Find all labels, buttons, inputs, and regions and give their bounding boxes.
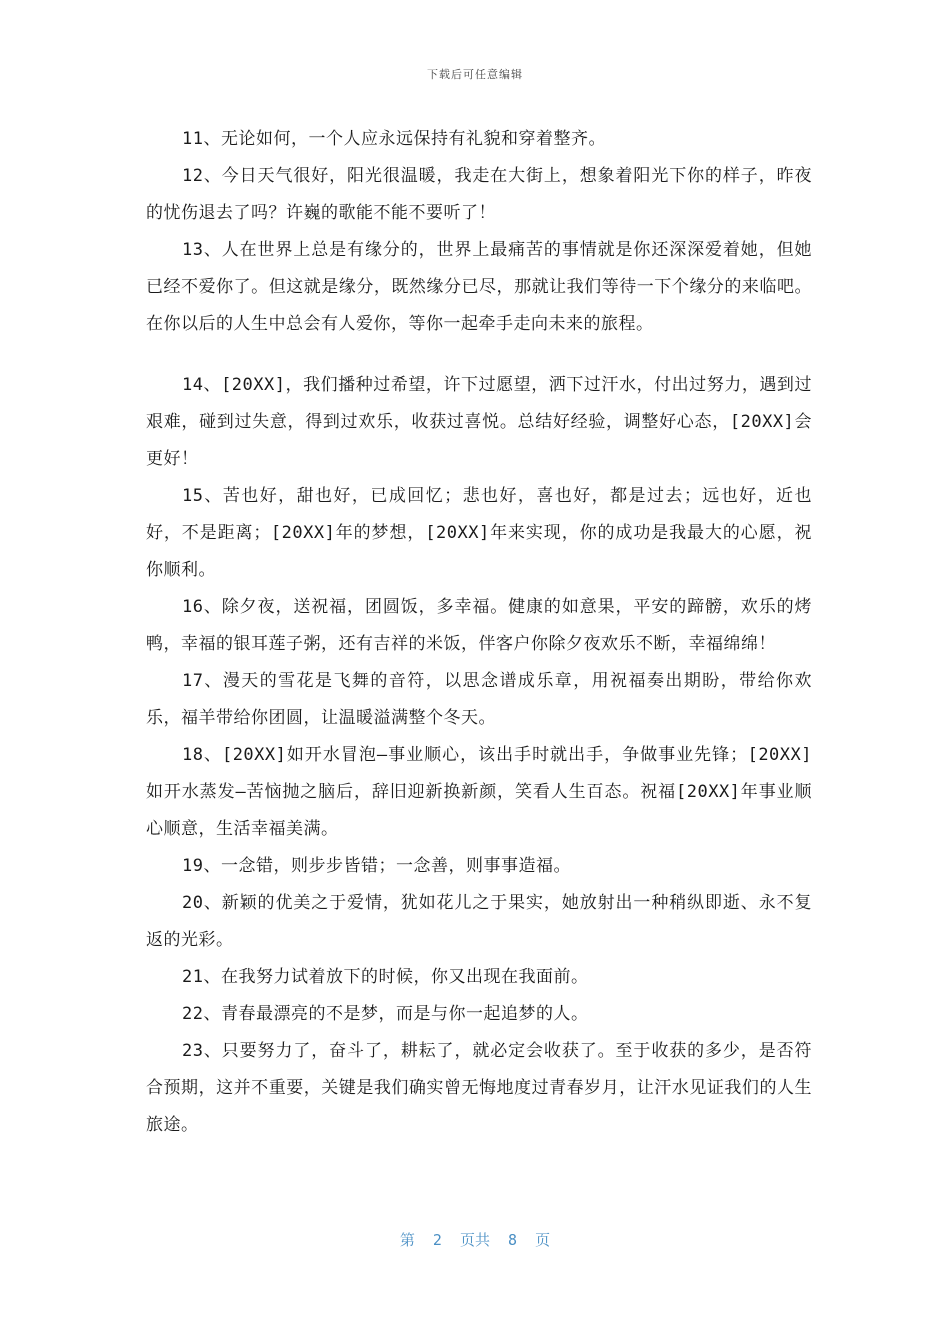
- paragraph-23: 23、只要努力了，奋斗了，耕耘了，就必定会收获了。至于收获的多少，是否符合预期，这并不重要，关键是我们确实曾无悔地度过青春岁月，让汗水见证我们的人生旅途。: [146, 1041, 812, 1135]
- paragraph-17: 17、漫天的雪花是飞舞的音符，以思念谱成乐章，用祝福奏出期盼，带给你欢乐，福羊带给你团圆，让温暖溢满整个冬天。: [146, 671, 812, 728]
- paragraph-13: 13、人在世界上总是有缘分的，世界上最痛苦的事情就是你还深深爱着她，但她已经不爱你了。但这就是缘分，既然缘分已尽，那就让我们等待一下个缘分的来临吧。在你以后的人生中总会有人爱你，等你一起牵手走向未来的旅程。: [146, 240, 812, 334]
- paragraph-22: 22、青春最漂亮的不是梦，而是与你一起追梦的人。: [182, 1004, 589, 1024]
- document-body: [146, 121, 812, 1144]
- page-number-footer: 第 2 页共 8 页: [399, 1231, 551, 1249]
- paragraph-12: 12、今日天气很好，阳光很温暖，我走在大街上，想象着阳光下你的样子，昨夜的忧伤退去了吗？许巍的歌能不能不要听了！: [146, 166, 812, 223]
- paragraph-19: 19、一念错，则步步皆错；一念善，则事事造福。: [182, 856, 571, 876]
- paragraph-20: 20、新颖的优美之于爱情，犹如花儿之于果实，她放射出一种稍纵即逝、永不复返的光彩。: [146, 893, 812, 950]
- paragraph-18: 18、[20XX]如开水冒泡—事业顺心，该出手时就出手，争做事业先锋；[20XX]如开水蒸发—苦恼抛之脑后，辞旧迎新换新颜，笑看人生百态。祝福[20XX]年事业顺心顺意，生活幸福美满。: [146, 745, 812, 839]
- paragraph-16: 16、除夕夜，送祝福，团圆饭，多幸福。健康的如意果，平安的蹄髈，欢乐的烤鸭，幸福的银耳莲子粥，还有吉祥的米饭，伴客户你除夕夜欢乐不断，幸福绵绵！: [146, 597, 812, 654]
- paragraph-15: 15、苦也好，甜也好，已成回忆；悲也好，喜也好，都是过去；远也好，近也好，不是距离；[20XX]年的梦想，[20XX]年来实现，你的成功是我最大的心愿，祝你顺利。: [146, 486, 812, 580]
- page-header: 下载后可任意编辑: [427, 68, 523, 81]
- paragraph-11: 11、无论如何，一个人应永远保持有礼貌和穿着整齐。: [182, 129, 606, 149]
- paragraph-21: 21、在我努力试着放下的时候，你又出现在我面前。: [182, 967, 589, 987]
- paragraph-14: 14、[20XX]，我们播种过希望，许下过愿望，洒下过汗水，付出过努力，遇到过艰难，碰到过失意，得到过欢乐，收获过喜悦。总结好经验，调整好心态，[20XX]会更好！: [146, 375, 812, 469]
